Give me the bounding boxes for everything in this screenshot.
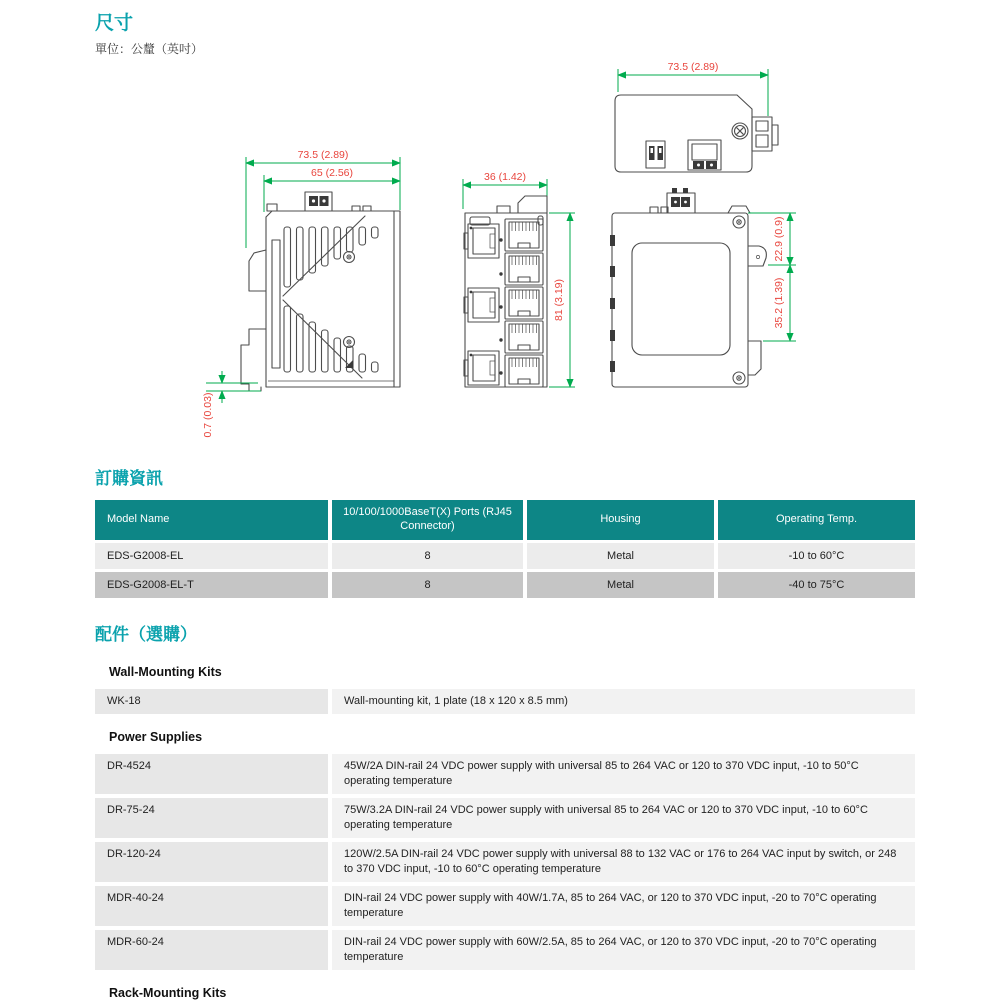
group-heading-rack-mounting: Rack-Mounting Kits bbox=[109, 985, 227, 1000]
header-ports: 10/100/1000BaseT(X) Ports (RJ45 Connector) bbox=[332, 500, 523, 540]
accessory-description: 45W/2A DIN-rail 24 VDC power supply with universal 85 to 264 VAC or 120 to 370 VDC input, -10 to 50°C operating temperature bbox=[332, 754, 915, 794]
dim-rear-upper: 22.9 (0.9) bbox=[773, 216, 785, 262]
dimensions-section-title: 尺寸 bbox=[95, 13, 134, 34]
cell-housing: Metal bbox=[527, 543, 714, 569]
rj45-port-front bbox=[505, 219, 543, 251]
accessory-row bbox=[95, 886, 915, 926]
cell-model: EDS-G2008-EL bbox=[95, 543, 328, 569]
dim-side-body-width: 65 (2.56) bbox=[310, 167, 354, 179]
rj45-port-side bbox=[464, 224, 499, 258]
rj45-port-front bbox=[505, 287, 543, 319]
rj45-port-front bbox=[505, 253, 543, 285]
table-row bbox=[95, 543, 915, 569]
drawing-front-view bbox=[463, 171, 575, 387]
rj45-port-front bbox=[505, 321, 543, 353]
cell-temp: -40 to 75°C bbox=[718, 572, 915, 598]
group-heading-wall-mounting: Wall-Mounting Kits bbox=[109, 665, 222, 679]
dimension-drawings bbox=[0, 50, 1000, 450]
header-operating-temp: Operating Temp. bbox=[718, 500, 915, 540]
screw bbox=[733, 216, 745, 228]
accessory-row bbox=[95, 754, 915, 794]
accessory-model: DR-120-24 bbox=[95, 842, 328, 882]
accessory-row bbox=[95, 798, 915, 838]
dimensions-unit-note: 單位：公釐（英吋） bbox=[95, 42, 204, 56]
vent-slots-lower bbox=[284, 306, 378, 372]
table-row bbox=[95, 572, 915, 598]
accessory-description: 120W/2.5A DIN-rail 24 VDC power supply with universal 88 to 132 VAC or 176 to 264 VAC input by switch, or 248 to 370 VDC input, -10 to 60°C operating temperature bbox=[332, 842, 915, 882]
screw bbox=[732, 123, 748, 139]
dim-front-width: 36 (1.42) bbox=[483, 171, 527, 183]
cell-ports: 8 bbox=[332, 572, 523, 598]
rj45-port-side bbox=[464, 351, 499, 385]
dim-rear-lower: 35.2 (1.39) bbox=[773, 277, 785, 329]
header-model-name: Model Name bbox=[95, 500, 328, 540]
cell-ports: 8 bbox=[332, 543, 523, 569]
rj45-port-front bbox=[505, 355, 543, 387]
accessory-model: MDR-60-24 bbox=[95, 930, 328, 970]
drawing-rear-view bbox=[610, 188, 796, 387]
dim-side-width: 73.5 (2.89) bbox=[297, 149, 349, 161]
accessory-model: DR-75-24 bbox=[95, 798, 328, 838]
vent-slots-upper bbox=[284, 227, 378, 287]
cell-temp: -10 to 60°C bbox=[718, 543, 915, 569]
ordering-table bbox=[95, 500, 915, 598]
accessories-section bbox=[95, 620, 915, 1000]
accessory-row bbox=[95, 930, 915, 970]
accessory-model: MDR-40-24 bbox=[95, 886, 328, 926]
drawing-top-view bbox=[615, 61, 778, 172]
dim-side-bottom-offset: 0.7 (0.03) bbox=[202, 392, 214, 438]
accessory-description: 75W/3.2A DIN-rail 24 VDC power supply with universal 85 to 264 VAC or 120 to 370 VDC input, -10 to 60°C operating temperature bbox=[332, 798, 915, 838]
accessory-description: DIN-rail 24 VDC power supply with 40W/1.7A, 85 to 264 VAC, or 120 to 370 VDC input, -20 to 70°C operating temperature bbox=[332, 886, 915, 926]
accessories-section-title: 配件（選購） bbox=[95, 625, 197, 644]
group-heading-power-supplies: Power Supplies bbox=[109, 729, 203, 744]
accessory-description: DIN-rail 24 VDC power supply with 60W/2.5A, 85 to 264 VAC, or 120 to 370 VDC input, -20 to 70°C operating temperature bbox=[332, 930, 915, 970]
screw bbox=[733, 372, 745, 384]
drawing-side-view bbox=[202, 149, 400, 437]
dim-top-width: 73.5 (2.89) bbox=[667, 61, 719, 73]
dim-front-height: 81 (3.19) bbox=[553, 278, 565, 322]
accessory-model: DR-4524 bbox=[95, 754, 328, 794]
cell-model: EDS-G2008-EL-T bbox=[95, 572, 328, 598]
header-housing: Housing bbox=[527, 500, 714, 540]
accessory-description: Wall-mounting kit, 1 plate (18 x 120 x 8.5 mm) bbox=[332, 689, 915, 714]
rj45-port-side bbox=[464, 288, 499, 322]
cell-housing: Metal bbox=[527, 572, 714, 598]
accessory-model: WK-18 bbox=[95, 689, 328, 714]
ordering-table-header bbox=[95, 500, 915, 540]
accessory-row bbox=[95, 689, 915, 714]
screw-hole bbox=[344, 252, 355, 263]
accessory-row bbox=[95, 842, 915, 882]
ordering-section-title: 訂購資訊 bbox=[95, 469, 163, 488]
